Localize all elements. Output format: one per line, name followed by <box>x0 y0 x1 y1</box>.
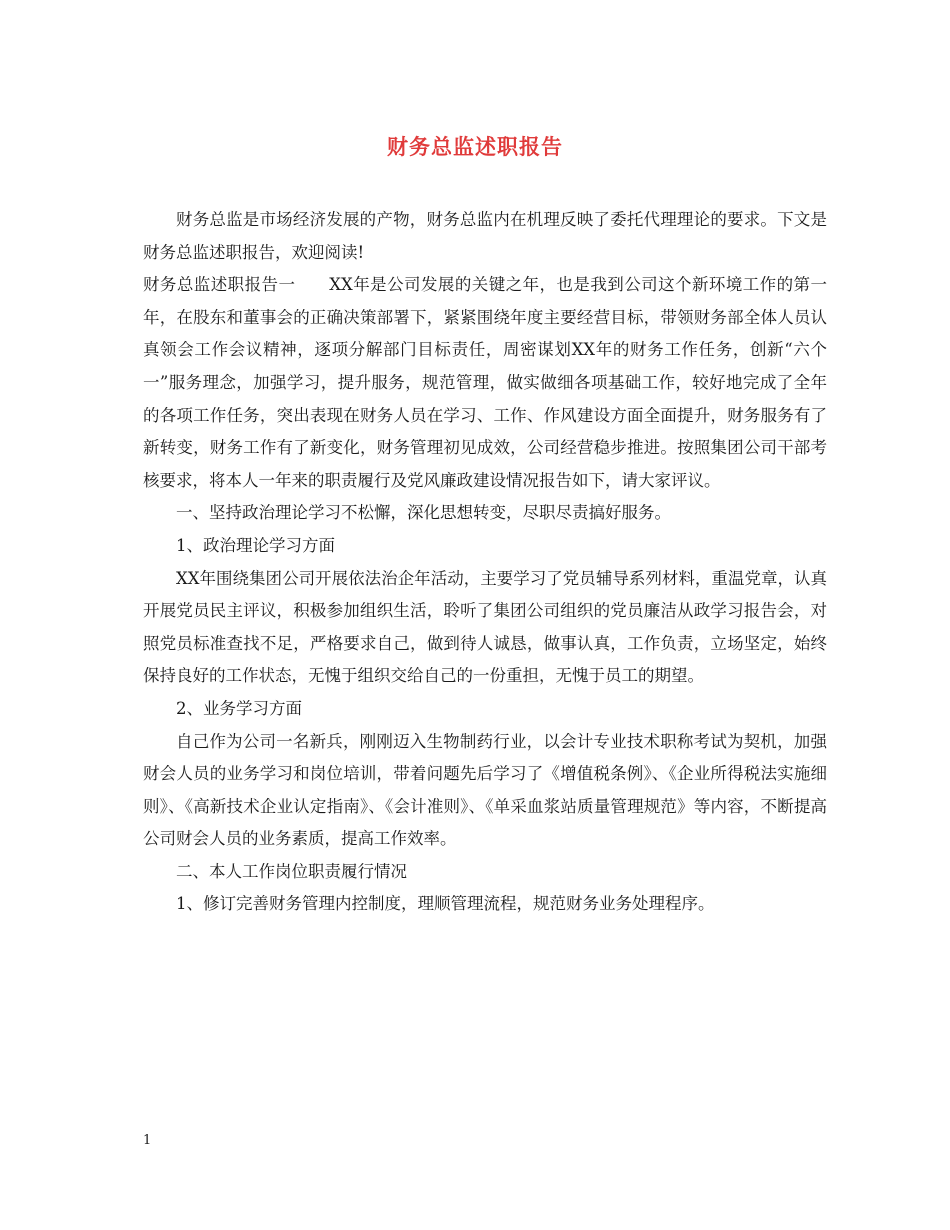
document-body <box>143 204 827 921</box>
paragraph-political-study: XX年围绕集团公司开展依法治企年活动，主要学习了党员辅导系列材料，重温党章，认真开展党员民主评议，积极参加组织生活，聆听了集团公司组织的党员廉洁从政学习报告会，对照党员标准查找不足，严格要求自己，做到待人诚恳，做事认真，工作负责，立场坚定，始终保持良好的工作状态，无愧于组织交给自己的一份重担，无愧于员工的期望。 <box>143 568 827 686</box>
heading-section-one: 一、坚持政治理论学习不松懈，深化思想转变，尽职尽责搞好服务。 <box>176 503 671 523</box>
subheading-business-study: 2、业务学习方面 <box>176 698 302 718</box>
paragraph-internal-control: 1、修订完善财务管理内控制度，理顺管理流程，规范财务业务处理程序。 <box>176 894 715 914</box>
paragraph-intro: 财务总监是市场经济发展的产物，财务总监内在机理反映了委托代理理论的要求。下文是财务总监述职报告，欢迎阅读! <box>143 210 827 262</box>
page-number: 1 <box>143 1133 152 1148</box>
subheading-political-study: 1、政治理论学习方面 <box>176 535 335 555</box>
document-title: 财务总监述职报告 <box>387 135 563 159</box>
paragraph-business-study: 自己作为公司一名新兵，刚刚迈入生物制药行业，以会计专业技术职称考试为契机，加强财会人员的业务学习和岗位培训，带着问题先后学习了《增值税条例》、《企业所得税法实施细则》、《高新技术企业认定指南》、《会计准则》、《单采血浆站质量管理规范》等内容，不断提高公司财会人员的业务素质，提高工作效率。 <box>143 731 827 849</box>
heading-section-two: 二、本人工作岗位职责履行情况 <box>176 861 407 881</box>
paragraph-report-one: 财务总监述职报告一 XX年是公司发展的关键之年，也是我到公司这个新环境工作的第一年，在股东和董事会的正确决策部署下，紧紧围绕年度主要经营目标，带领财务部全体人员认真领会工作会议精神，逐项分解部门目标责任，周密谋划XX年的财务工作任务，创新“六个一”服务理念，加强学习，提升服务，规范管理，做实做细各项基础工作，较好地完成了全年的各项工作任务，突出表现在财务人员在学习、工作、作风建设方面全面提升，财务服务有了新转变，财务工作有了新变化，财务管理初见成效，公司经营稳步推进。按照集团公司干部考核要求，将本人一年来的职责履行及党风廉政建设情况报告如下，请大家评议。 <box>143 275 827 490</box>
